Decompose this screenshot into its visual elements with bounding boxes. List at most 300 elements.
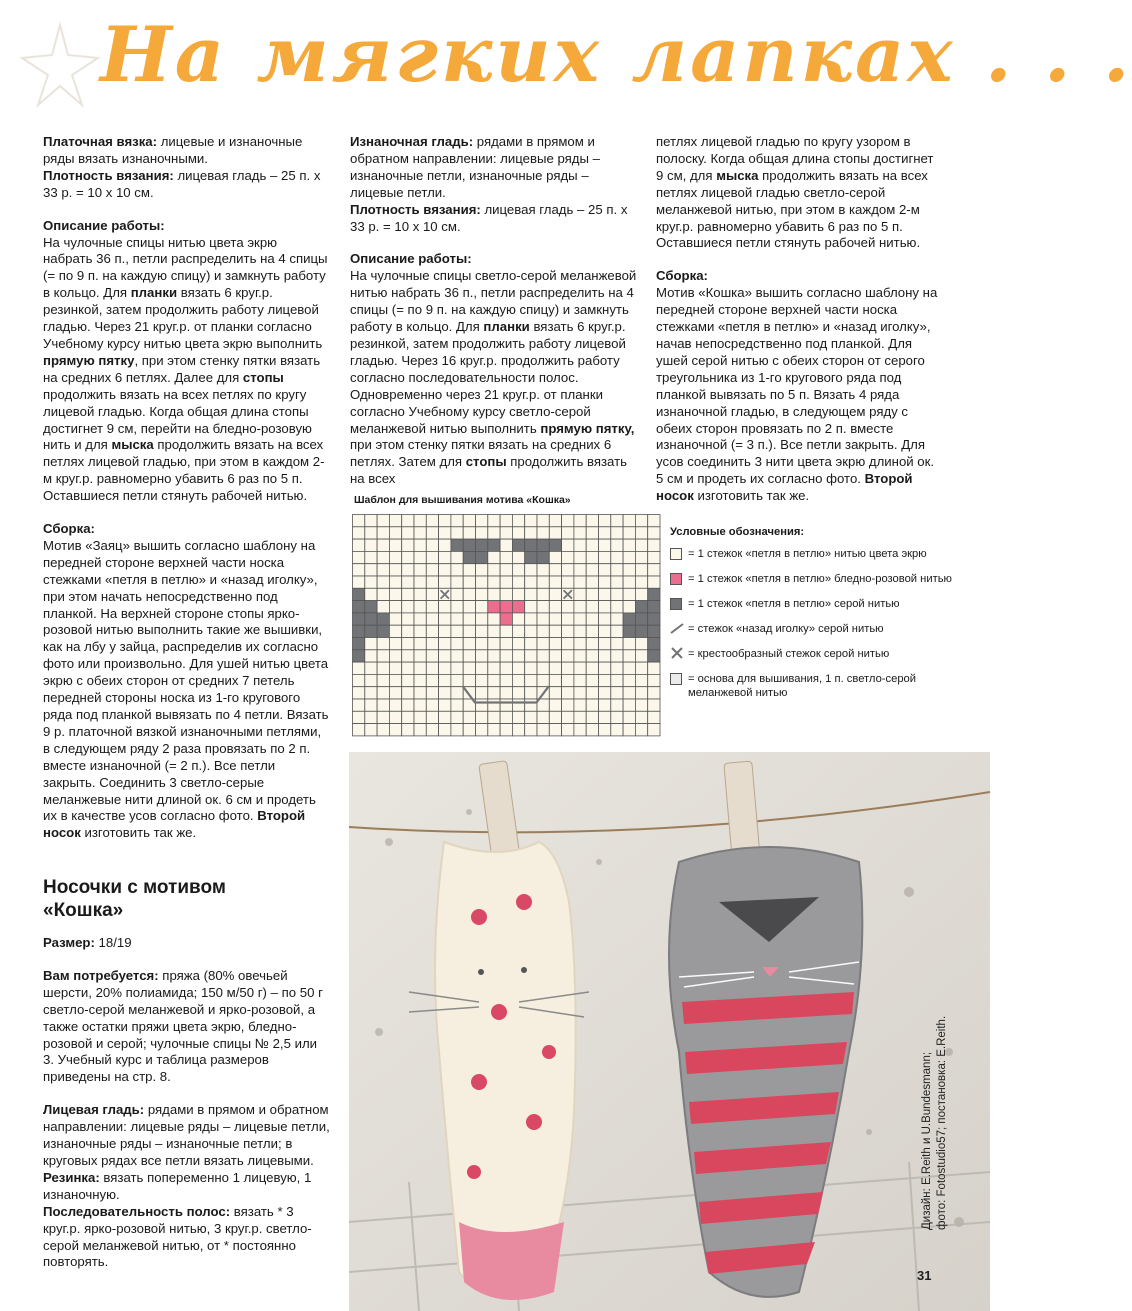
- grid-cell: [451, 527, 463, 539]
- bold-term: прямую пятку,: [540, 420, 635, 436]
- bold-term: Размер:: [43, 935, 95, 950]
- grid-cell: [451, 699, 463, 711]
- bold-term: прямую пятку: [43, 352, 135, 368]
- grid-cell: [365, 515, 377, 527]
- text-run: Мотив «Кошка» вышить согласно шаблону на передней стороне верхней части носка стежками «петля в петлю» и «назад иголку», начав непосредственно под планкой. Для ушей серой нитью с обеих сторон от серого треугольника из 1-го кругового ряда под планкой вывязать по 5 п. Вязать 4 ряда изнаночной гладью, в следующем ряду с обеих сторон провязать по 2 п. вместе изнаночной (= 3 п.). Все петли закрыть. Для усов соединить 3 нити цвета экрю длиной ок. 5 см и продеть их согласно фото.: [656, 285, 938, 487]
- grid-cell: [451, 576, 463, 588]
- grid-cell: [549, 650, 561, 662]
- grid-cell: [549, 662, 561, 674]
- grid-cell: [623, 564, 635, 576]
- legend-label: = крестообразный стежок серой нитью: [688, 648, 890, 660]
- grid-cell: [623, 662, 635, 674]
- grid-cell: [562, 724, 574, 736]
- grid-cell: [488, 576, 500, 588]
- grid-cell: [451, 687, 463, 699]
- grid-cell: [488, 711, 500, 723]
- grid-cell: [549, 551, 561, 563]
- grid-cell: [599, 650, 611, 662]
- grid-cell: [439, 564, 451, 576]
- grid-cell: [525, 576, 537, 588]
- grid-cell: [574, 724, 586, 736]
- grid-cell: [623, 638, 635, 650]
- grid-cell: [439, 625, 451, 637]
- grid-cell: [463, 638, 475, 650]
- grid-cell: [439, 601, 451, 613]
- grid-cell: [476, 527, 488, 539]
- grid-cell: [599, 662, 611, 674]
- grid-cell: [562, 711, 574, 723]
- grid-cell: [611, 613, 623, 625]
- grid-cell: [414, 564, 426, 576]
- legend-label: = 1 стежок «петля в петлю» серой нитью: [688, 598, 900, 610]
- grid-cell-gray: [635, 613, 647, 625]
- grid-cell: [599, 711, 611, 723]
- text-run: вязать * 3 круг.р. ярко-розовой нитью, 3 круг.р. светло-серой меланжевой нитью, от * постоянно повторять.: [43, 1203, 312, 1270]
- text-run: лицевая гладь – 25 п. х 33 р. = 10 х 10 см.: [43, 167, 321, 200]
- grid-cell-gray: [648, 625, 660, 637]
- legend-swatch: [670, 548, 682, 560]
- grid-cell: [512, 650, 524, 662]
- paragraph: [350, 268, 638, 488]
- legend-item: [670, 647, 970, 661]
- grid-cell: [635, 551, 647, 563]
- grid-cell: [635, 724, 647, 736]
- grid-cell: [512, 625, 524, 637]
- grid-cell: [512, 724, 524, 736]
- grid-cell: [377, 564, 389, 576]
- grid-cell-pink: [512, 601, 524, 613]
- grid-cell: [389, 711, 401, 723]
- grid-cell: [377, 674, 389, 686]
- legend-label: = 1 стежок «петля в петлю» бледно-розовой нитью: [688, 573, 952, 585]
- grid-cell: [512, 564, 524, 576]
- grid-cell: [599, 515, 611, 527]
- grid-cell: [611, 650, 623, 662]
- grid-cell: [414, 674, 426, 686]
- column-left-lower: [43, 935, 330, 1271]
- grid-cell: [611, 515, 623, 527]
- grid-cell: [439, 650, 451, 662]
- decorative-star-icon: [20, 20, 100, 110]
- grid-cell: [451, 588, 463, 600]
- grid-cell: [525, 601, 537, 613]
- grid-cell: [586, 711, 598, 723]
- grid-cell-gray: [353, 613, 365, 625]
- grid-cell: [377, 711, 389, 723]
- grid-cell: [488, 662, 500, 674]
- grid-cell: [451, 601, 463, 613]
- grid-cell: [586, 650, 598, 662]
- grid-cell: [451, 662, 463, 674]
- grid-cell: [389, 539, 401, 551]
- grid-cell: [574, 564, 586, 576]
- grid-cell: [500, 699, 512, 711]
- grid-cell: [537, 711, 549, 723]
- grid-cell: [512, 662, 524, 674]
- grid-cell-pink: [500, 601, 512, 613]
- grid-cell: [562, 527, 574, 539]
- section-title-line: Носочки с мотивом: [43, 877, 226, 898]
- grid-cell: [439, 539, 451, 551]
- grid-cell: [389, 724, 401, 736]
- grid-cell-gray: [365, 601, 377, 613]
- grid-cell-gray: [377, 625, 389, 637]
- grid-cell: [635, 576, 647, 588]
- bold-term: мыска: [111, 437, 154, 453]
- grid-cell: [402, 527, 414, 539]
- paragraph: [43, 538, 330, 842]
- grid-cell: [451, 551, 463, 563]
- grid-cell: [389, 625, 401, 637]
- grid-cell: [389, 601, 401, 613]
- grid-cell: [365, 539, 377, 551]
- grid-cell-gray: [451, 539, 463, 551]
- grid-cell: [586, 601, 598, 613]
- grid-cell: [549, 674, 561, 686]
- grid-cell: [426, 674, 438, 686]
- grid-cell: [512, 638, 524, 650]
- grid-cell-gray: [365, 613, 377, 625]
- text-run: продолжить вязать на всех: [350, 454, 628, 487]
- grid-cell: [439, 699, 451, 711]
- section-title-line: «Кошка»: [43, 900, 124, 921]
- grid-cell: [635, 674, 647, 686]
- grid-cell: [537, 638, 549, 650]
- chart-title: Шаблон для вышивания мотива «Кошка»: [354, 494, 571, 506]
- grid-cell: [599, 601, 611, 613]
- section-title: [43, 876, 330, 922]
- backstitch-icon: [670, 621, 684, 635]
- grid-cell-gray: [537, 551, 549, 563]
- grid-cell: [476, 515, 488, 527]
- paragraph: [43, 935, 330, 952]
- grid-cell: [426, 601, 438, 613]
- grid-cell: [635, 527, 647, 539]
- grid-cell: [377, 650, 389, 662]
- grid-cell: [402, 576, 414, 588]
- grid-cell: [377, 527, 389, 539]
- grid-cell: [562, 699, 574, 711]
- grid-cell: [537, 515, 549, 527]
- grid-cell: [414, 625, 426, 637]
- grid-cell: [451, 724, 463, 736]
- grid-cell: [574, 588, 586, 600]
- grid-cell: [402, 588, 414, 600]
- paragraph: [43, 968, 330, 1086]
- grid-cell: [463, 724, 475, 736]
- grid-cell: [402, 662, 414, 674]
- bold-term: Изнаночная гладь:: [350, 134, 474, 149]
- grid-cell: [426, 711, 438, 723]
- grid-cell: [414, 613, 426, 625]
- grid-cell-gray: [365, 625, 377, 637]
- grid-cell: [353, 699, 365, 711]
- grid-cell: [648, 551, 660, 563]
- grid-cell: [500, 662, 512, 674]
- grid-cell: [574, 711, 586, 723]
- text-run: продолжить вязать на всех петлях по кругу лицевой гладью. Когда общая длина стопы достигнет 9 см, перейти на бледно-розовую нить и для: [43, 386, 312, 453]
- grid-cell: [463, 650, 475, 662]
- grid-cell: [414, 638, 426, 650]
- grid-cell-gray: [476, 539, 488, 551]
- paragraph: [350, 134, 638, 202]
- grid-cell: [623, 515, 635, 527]
- grid-cell: [623, 576, 635, 588]
- grid-cell: [512, 527, 524, 539]
- grid-cell: [549, 638, 561, 650]
- text-run: лицевая гладь – 25 п. х 33 р. = 10 х 10 см.: [350, 201, 628, 234]
- grid-cell: [476, 564, 488, 576]
- grid-cell: [488, 625, 500, 637]
- grid-cell-gray: [648, 588, 660, 600]
- paragraph: [656, 285, 944, 505]
- text-run: изготовить так же.: [693, 488, 810, 504]
- grid-cell: [426, 551, 438, 563]
- grid-cell: [365, 527, 377, 539]
- grid-cell: [623, 687, 635, 699]
- grid-cell: [377, 687, 389, 699]
- grid-cell: [402, 724, 414, 736]
- grid-cell: [463, 527, 475, 539]
- grid-cell: [537, 674, 549, 686]
- legend-item: [670, 597, 970, 611]
- grid-cell: [611, 564, 623, 576]
- grid-cell: [525, 674, 537, 686]
- grid-cell: [611, 674, 623, 686]
- grid-cell: [488, 674, 500, 686]
- grid-cell: [512, 711, 524, 723]
- grid-cell: [586, 527, 598, 539]
- grid-cell: [451, 638, 463, 650]
- grid-cell: [439, 674, 451, 686]
- grid-cell: [611, 662, 623, 674]
- grid-cell: [414, 711, 426, 723]
- grid-cell: [439, 515, 451, 527]
- bold-term: стопы: [465, 454, 507, 470]
- paragraph: [350, 202, 638, 236]
- grid-cell: [586, 564, 598, 576]
- column-middle: [350, 134, 638, 488]
- grid-cell: [635, 539, 647, 551]
- grid-cell: [648, 527, 660, 539]
- grid-cell: [549, 588, 561, 600]
- grid-cell: [451, 613, 463, 625]
- grid-cell: [562, 638, 574, 650]
- grid-cell: [451, 625, 463, 637]
- grid-cell: [426, 564, 438, 576]
- grid-cell: [463, 674, 475, 686]
- grid-cell: [623, 724, 635, 736]
- section-heading: Сборка:: [43, 521, 95, 537]
- grid-cell-gray: [648, 601, 660, 613]
- grid-cell-gray: [623, 625, 635, 637]
- grid-cell-gray: [648, 613, 660, 625]
- bold-term: Лицевая гладь:: [43, 1102, 145, 1118]
- grid-cell: [648, 687, 660, 699]
- grid-cell: [611, 711, 623, 723]
- grid-cell: [426, 625, 438, 637]
- grid-cell: [389, 527, 401, 539]
- grid-cell: [389, 638, 401, 650]
- grid-cell-gray: [549, 539, 561, 551]
- grid-cell: [611, 576, 623, 588]
- grid-cell-gray: [635, 625, 647, 637]
- grid-cell: [439, 613, 451, 625]
- grid-cell-gray: [525, 539, 537, 551]
- bold-term: стопы: [242, 369, 284, 385]
- grid-cell: [586, 576, 598, 588]
- grid-cell: [488, 638, 500, 650]
- grid-cell: [648, 699, 660, 711]
- legend-label: = основа для вышивания, 1 п. светло-серой меланжевой нитью: [688, 673, 917, 699]
- grid-cell: [586, 687, 598, 699]
- grid-cell: [353, 724, 365, 736]
- credit-line: фото: Fotostudio57; постановка: E.Reith.: [936, 1015, 948, 1230]
- grid-cell: [353, 527, 365, 539]
- grid-cell: [402, 711, 414, 723]
- grid-cell: [389, 674, 401, 686]
- grid-cell: [648, 564, 660, 576]
- grid-cell: [500, 711, 512, 723]
- grid-cell: [414, 699, 426, 711]
- grid-cell: [574, 687, 586, 699]
- grid-cell: [574, 551, 586, 563]
- text-run: вязать 6 круг.р. резинкой, затем продолжить работу лицевой гладью. Через 16 круг.р. продолжить работу согласно последовательности полос. Одновременно через 21 круг.р. от планки согласно Учебному курсу светло-серой меланжевой нитью выполнить: [350, 319, 626, 436]
- grid-cell: [586, 551, 598, 563]
- grid-cell: [537, 527, 549, 539]
- grid-cell: [574, 576, 586, 588]
- grid-cell: [414, 539, 426, 551]
- grid-cell: [525, 662, 537, 674]
- grid-cell: [377, 515, 389, 527]
- grid-cell: [562, 601, 574, 613]
- grid-cell: [463, 601, 475, 613]
- grid-cell: [586, 588, 598, 600]
- grid-cell: [500, 515, 512, 527]
- grid-cell: [623, 551, 635, 563]
- text-run: рядами в прямом и обратном направлении: лицевые ряды – изнаночные петли, изнаночные ряды – лицевые петли.: [350, 134, 600, 200]
- grid-cell: [512, 674, 524, 686]
- grid-cell-gray: [635, 601, 647, 613]
- grid-cell: [562, 674, 574, 686]
- grid-cell: [623, 539, 635, 551]
- text-run: лицевые и изнаночные ряды вязать изнаночными.: [43, 134, 303, 166]
- legend: [670, 525, 970, 711]
- grid-cell: [525, 638, 537, 650]
- cross-stitch-icon: [670, 646, 684, 660]
- grid-cell: [574, 662, 586, 674]
- text-run: На чулочные спицы светло-серой меланжевой нитью набрать 36 п., петли распределить на 4 спицы (= по 9 п. на каждую спицу) и замкнуть работу в кольцо. Для: [350, 268, 637, 335]
- grid-cell: [389, 576, 401, 588]
- grid-cell: [451, 711, 463, 723]
- grid-cell: [562, 551, 574, 563]
- grid-cell: [512, 699, 524, 711]
- grid-cell: [426, 662, 438, 674]
- page-title: На мягких лапках . . .: [100, 10, 1132, 99]
- grid-cell: [648, 576, 660, 588]
- page-number: 31: [917, 1268, 932, 1283]
- grid-cell: [389, 613, 401, 625]
- grid-cell: [586, 699, 598, 711]
- grid-cell: [353, 515, 365, 527]
- grid-cell: [586, 625, 598, 637]
- grid-cell: [623, 699, 635, 711]
- grid-cell: [537, 724, 549, 736]
- grid-cell: [451, 515, 463, 527]
- grid-cell: [488, 650, 500, 662]
- grid-cell: [635, 638, 647, 650]
- grid-cell: [488, 515, 500, 527]
- grid-cell: [426, 515, 438, 527]
- grid-cell: [426, 613, 438, 625]
- section-heading: Описание работы:: [350, 251, 472, 267]
- grid-cell: [463, 515, 475, 527]
- grid-cell-gray: [463, 539, 475, 551]
- grid-cell: [426, 588, 438, 600]
- paragraph: [43, 134, 330, 168]
- grid-cell: [549, 564, 561, 576]
- grid-cell: [574, 613, 586, 625]
- grid-cell: [549, 527, 561, 539]
- grid-cell: [353, 576, 365, 588]
- grid-cell: [574, 527, 586, 539]
- grid-cell: [525, 650, 537, 662]
- grid-cell: [537, 564, 549, 576]
- grid-cell: [439, 711, 451, 723]
- grid-cell: [574, 638, 586, 650]
- grid-cell: [574, 539, 586, 551]
- text-run: пряжа (80% овечьей шерсти, 20% полиамида; 150 м/50 г) – по 50 г светло-серой меланжевой и ярко-розовой, а также остатки пряжи цвета экрю, бледно-розовой и серой; чулочные спицы № 2,5 или 3. Учебный курс и таблица размеров приведены на стр. 8.: [43, 967, 323, 1085]
- grid-cell: [414, 601, 426, 613]
- grid-cell: [402, 539, 414, 551]
- grid-cell: [623, 650, 635, 662]
- grid-cell: [353, 551, 365, 563]
- grid-cell: [426, 650, 438, 662]
- grid-cell: [623, 674, 635, 686]
- grid-cell: [377, 724, 389, 736]
- grid-cell: [389, 662, 401, 674]
- grid-cell: [451, 650, 463, 662]
- grid-cell: [500, 527, 512, 539]
- grid-cell-gray: [476, 551, 488, 563]
- grid-cell-gray: [353, 601, 365, 613]
- grid-cell: [476, 699, 488, 711]
- grid-cell: [377, 588, 389, 600]
- grid-cell: [426, 527, 438, 539]
- grid-cell: [377, 638, 389, 650]
- grid-cell: [353, 564, 365, 576]
- grid-cell: [463, 662, 475, 674]
- grid-cell: [426, 539, 438, 551]
- text-run: продолжить вязать на всех петлях лицевой гладью светло-серой меланжевой нитью, при этом в каждом 2-м круг.р. равномерно убавить 6 раз по 5 п. Оставшиеся петли стянуть рабочей нитью.: [656, 167, 928, 251]
- grid-cell: [439, 638, 451, 650]
- grid-cell: [537, 662, 549, 674]
- grid-cell-gray: [353, 638, 365, 650]
- grid-cell: [537, 601, 549, 613]
- grid-cell: [389, 564, 401, 576]
- grid-cell: [549, 613, 561, 625]
- bold-term: планки: [483, 319, 530, 335]
- grid-cell: [562, 613, 574, 625]
- text-run: вязать 6 круг.р. резинкой, затем продолжить работу лицевой гладью. Через 21 круг.р. от планки согласно Учебному курсу нитью цвета экрю выполнить: [43, 285, 323, 351]
- grid-cell: [574, 650, 586, 662]
- column-left: [43, 134, 330, 842]
- grid-cell: [414, 515, 426, 527]
- legend-item: [670, 547, 970, 561]
- text-run: петлях лицевой гладью по кругу узором в полоску. Когда общая длина стопы достигнет 9 см, для: [656, 134, 934, 183]
- grid-cell: [635, 687, 647, 699]
- credit-line: Дизайн: E.Reith и U.Bundesmann;: [921, 1051, 933, 1230]
